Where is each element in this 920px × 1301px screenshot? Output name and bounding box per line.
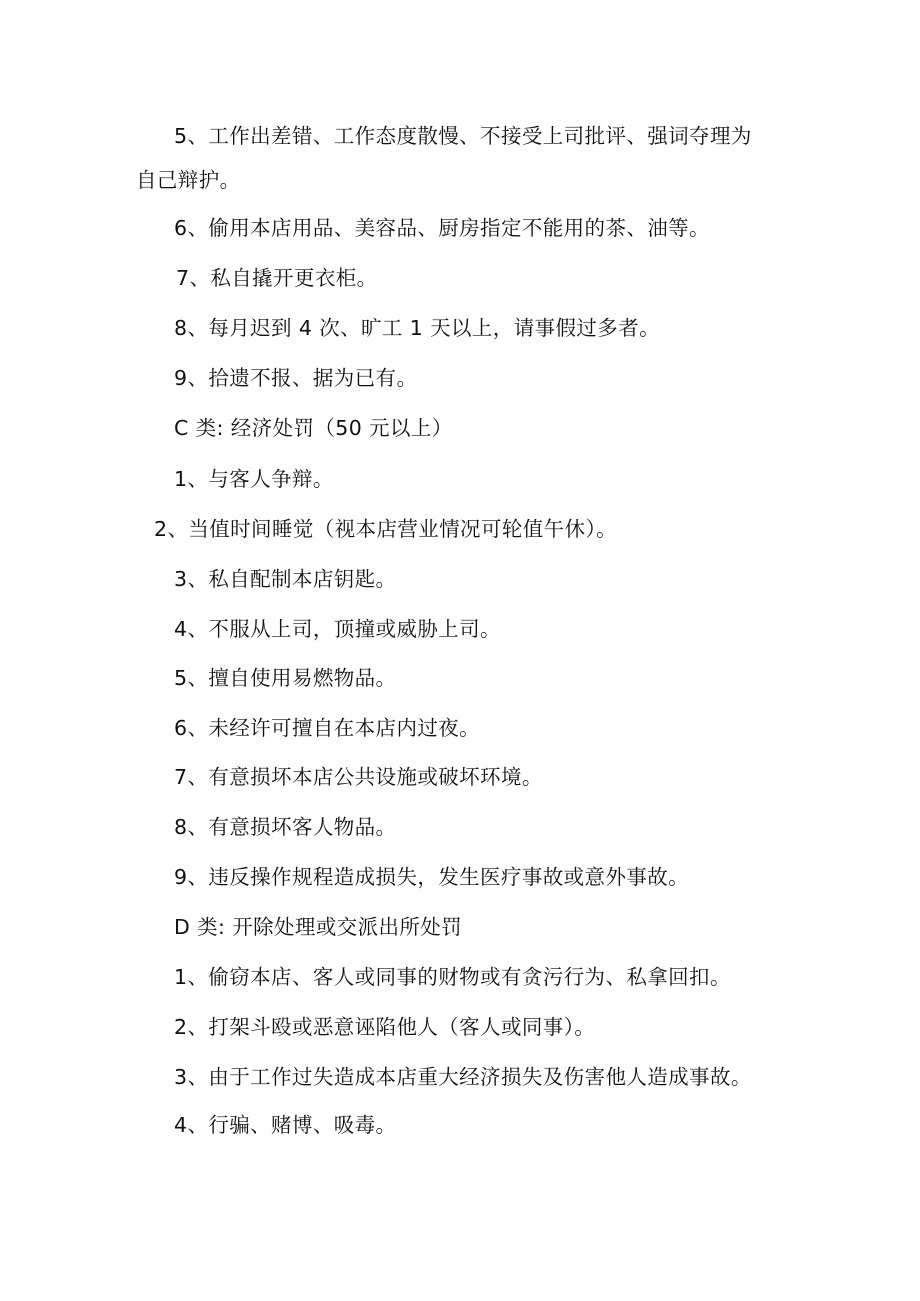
- rule-d1: 1、偷窃本店、客人或同事的财物或有贪污行为、私拿回扣。: [174, 965, 731, 989]
- rule-d2: 2、打架斗殴或恶意诬陷他人（客人或同事）。: [174, 1015, 596, 1039]
- rule-c3: 3、私自配制本店钥匙。: [174, 567, 397, 591]
- rule-c5: 5、擅自使用易燃物品。: [174, 666, 397, 690]
- rule-d3: 3、由于工作过失造成本店重大经济损失及伤害他人造成事故。: [174, 1065, 752, 1089]
- rule-b8: 8、每月迟到 4 次、旷工 1 天以上，请事假过多者。: [174, 316, 660, 340]
- rule-c7: 7、有意损坏本店公共设施或破坏环境。: [174, 765, 543, 789]
- rule-c6: 6、未经许可擅自在本店内过夜。: [174, 716, 481, 740]
- rule-b9: 9、拾遗不报、据为已有。: [174, 366, 418, 390]
- rule-c2: 2、当值时间睡觉（视本店营业情况可轮值午休）。: [154, 517, 617, 541]
- rule-b5-line1: 5、工作出差错、工作态度散慢、不接受上司批评、强词夺理为: [174, 124, 752, 148]
- rule-b7: 7、私自撬开更衣柜。: [176, 266, 378, 290]
- rule-c1: 1、与客人争辩。: [174, 467, 334, 491]
- section-c-heading: C 类: 经济处罚（50 元以上）: [174, 416, 453, 440]
- section-d-heading: D 类: 开除处理或交派出所处罚: [174, 915, 463, 939]
- rule-c4: 4、不服从上司，顶撞或威胁上司。: [174, 617, 501, 641]
- rule-b6: 6、偷用本店用品、美容品、厨房指定不能用的茶、油等。: [174, 216, 710, 240]
- rule-b5-line2: 自己辩护。: [136, 168, 241, 192]
- rule-c8: 8、有意损坏客人物品。: [174, 815, 397, 839]
- rule-d4: 4、行骗、赌博、吸毒。: [174, 1113, 397, 1137]
- rule-c9: 9、违反操作规程造成损失，发生医疗事故或意外事故。: [174, 865, 690, 889]
